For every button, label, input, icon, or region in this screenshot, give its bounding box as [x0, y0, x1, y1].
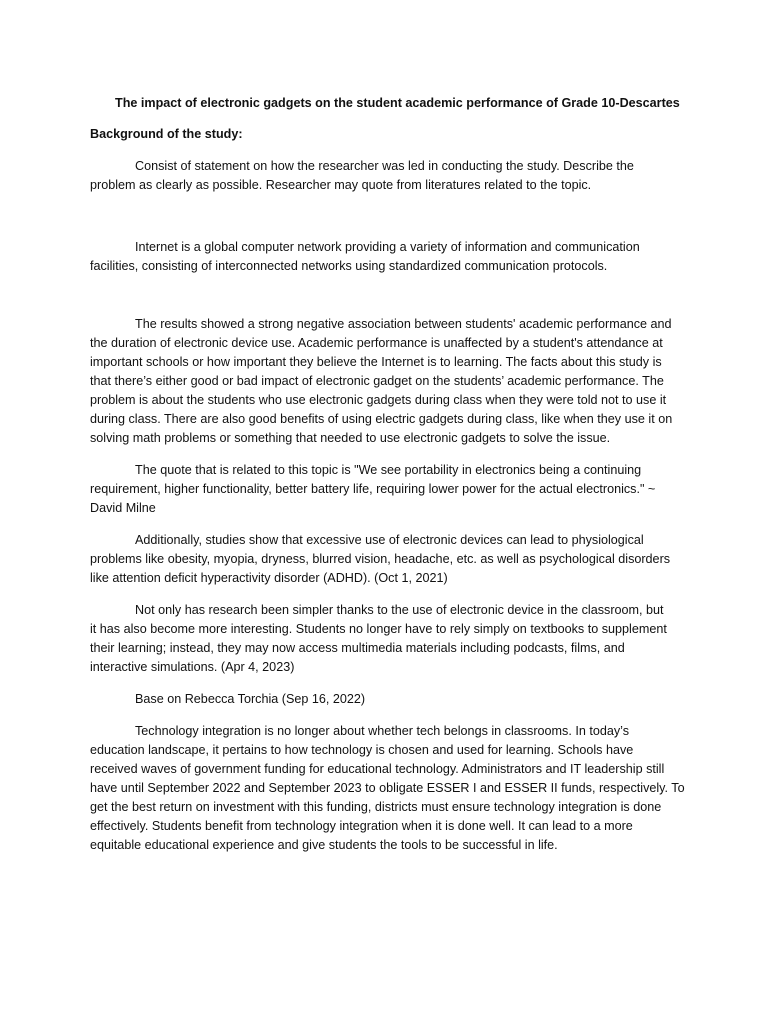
paragraph-line: problem is about the students who use electronic gadgets during class when they were told not to use it	[90, 393, 667, 407]
paragraph-line: their learning; instead, they may now access multimedia materials including podcasts, films, and	[90, 641, 625, 655]
paragraph-line: solving math problems or something that needed to use electronic gadgets to solve the issue.	[90, 431, 611, 445]
paragraph-line: problem as clearly as possible. Researcher may quote from literatures related to the topic.	[90, 178, 592, 192]
paragraph-line: requirement, higher functionality, better battery life, requiring lower power for the actual electronics." ~	[90, 482, 656, 496]
paragraph-8	[90, 722, 685, 855]
paragraph-line: David Milne	[90, 501, 156, 515]
document-page	[90, 94, 685, 868]
paragraph-line: The quote that is related to this topic is "We see portability in electronics being a continuing	[135, 463, 642, 477]
paragraph-line: Internet is a global computer network providing a variety of information and communication	[135, 240, 640, 254]
section-heading: Background of the study:	[90, 127, 243, 141]
paragraph-line: get the best return on investment with this funding, districts must ensure technology integration is done	[90, 800, 662, 814]
paragraph-line: education landscape, it pertains to how technology is chosen and used for learning. Schools have	[90, 743, 634, 757]
paragraph-line: facilities, consisting of interconnected networks using standardized communication protocols.	[90, 259, 608, 273]
paragraph-3	[90, 315, 682, 448]
document-title: The impact of electronic gadgets on the student academic performance of Grade 10-Descartes	[115, 96, 680, 110]
paragraph-line: Technology integration is no longer about whether tech belongs in classrooms. In today’s	[135, 724, 630, 738]
paragraph-line: effectively. Students benefit from technology integration when it is done well. It can lead to a more	[90, 819, 633, 833]
paragraph-line: that there’s either good or bad impact of electronic gadget on the students’ academic performance. The	[90, 374, 664, 388]
paragraph-6	[90, 601, 682, 677]
paragraph-line: interactive simulations. (Apr 4, 2023)	[90, 660, 295, 674]
paragraph-5	[90, 531, 682, 588]
paragraph-line: The results showed a strong negative association between students' academic performance and	[135, 317, 672, 331]
paragraph-line: the duration of electronic device use. Academic performance is unaffected by a student's attendance at	[90, 336, 663, 350]
paragraph-line: problems like obesity, myopia, dryness, blurred vision, headache, etc. as well as psychological disorders	[90, 552, 671, 566]
paragraph-4	[90, 461, 682, 518]
paragraph-line: during class. There are also good benefits of using electric gadgets during class, like when they use it on	[90, 412, 673, 426]
paragraph-line: equitable educational experience and give students the tools to be successful in life.	[90, 838, 558, 852]
paragraph-line: it has also become more interesting. Students no longer have to rely simply on textbooks to supplement	[90, 622, 667, 636]
paragraph-line: like attention deficit hyperactivity disorder (ADHD). (Oct 1, 2021)	[90, 571, 448, 585]
paragraph-line: Not only has research been simpler thanks to the use of electronic device in the classroom, but	[135, 603, 664, 617]
paragraph-line: Additionally, studies show that excessive use of electronic devices can lead to physiological	[135, 533, 644, 547]
paragraph-line: Consist of statement on how the researcher was led in conducting the study. Describe the	[135, 159, 634, 173]
paragraph-line: Base on Rebecca Torchia (Sep 16, 2022)	[135, 692, 366, 706]
paragraph-2	[90, 238, 682, 276]
paragraph-7	[90, 690, 682, 709]
paragraph-line: received waves of government funding for educational technology. Administrators and IT leadership still	[90, 762, 665, 776]
paragraph-line: have until September 2022 and September 2023 to obligate ESSER I and ESSER II funds, respectively. To	[90, 781, 685, 795]
paragraph-1	[90, 157, 682, 195]
paragraph-line: important schools or how important they believe the Internet is to learning. The facts about this study is	[90, 355, 662, 369]
